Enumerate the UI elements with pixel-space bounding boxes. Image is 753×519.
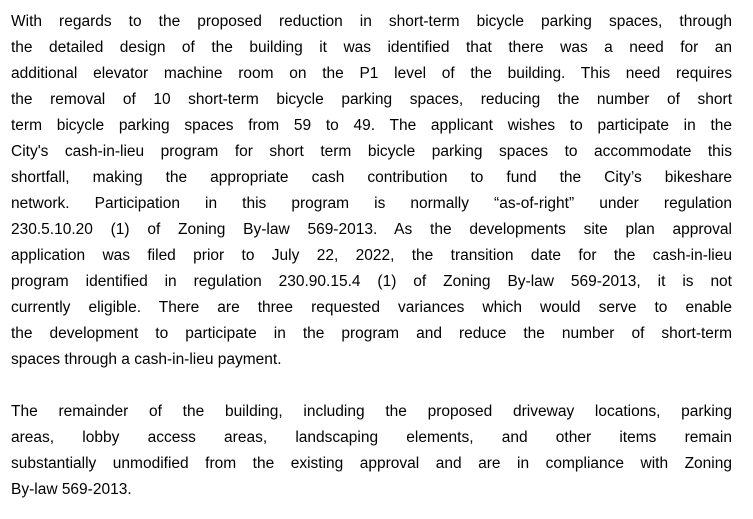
- text-line: term bicycle parking spaces from 59 to 49. The applicant wishes to participate in the: [11, 117, 732, 134]
- text-line: spaces through a cash-in-lieu payment.: [11, 351, 282, 368]
- text-line: application was filed prior to July 22, 2022, the transition date for the cash-in-lieu: [11, 247, 732, 264]
- text-line: the removal of 10 short-term bicycle parking spaces, reducing the number of short: [11, 91, 732, 108]
- text-line: network. Participation in this program is normally “as-of-right” under regulation: [11, 195, 732, 212]
- text-line: City's cash-in-lieu program for short term bicycle parking spaces to accommodate this: [11, 143, 732, 160]
- text-line: areas, lobby access areas, landscaping elements, and other items remain: [11, 429, 732, 446]
- text-line: currently eligible. There are three requested variances which would serve to enable: [11, 299, 732, 316]
- paragraph-remainder-of-building: [11, 399, 732, 503]
- text-line: the detailed design of the building it was identified that there was a need for an: [11, 39, 732, 56]
- text-line: shortfall, making the appropriate cash contribution to fund the City’s bikeshare: [11, 169, 732, 186]
- text-line: 230.5.10.20 (1) of Zoning By-law 569-2013. As the developments site plan approval: [11, 221, 732, 238]
- paragraph-short-term-bicycle-parking: [11, 9, 732, 373]
- text-line: substantially unmodified from the existing approval and are in compliance with Zoning: [11, 455, 732, 472]
- text-line: By-law 569-2013.: [11, 481, 132, 498]
- text-line: additional elevator machine room on the P1 level of the building. This need requires: [11, 65, 732, 82]
- text-line: The remainder of the building, including the proposed driveway locations, parking: [11, 403, 732, 420]
- text-line: the development to participate in the program and reduce the number of short-term: [11, 325, 732, 342]
- text-line: program identified in regulation 230.90.15.4 (1) of Zoning By-law 569-2013, it is not: [11, 273, 732, 290]
- text-line: With regards to the proposed reduction in short-term bicycle parking spaces, through: [11, 13, 732, 30]
